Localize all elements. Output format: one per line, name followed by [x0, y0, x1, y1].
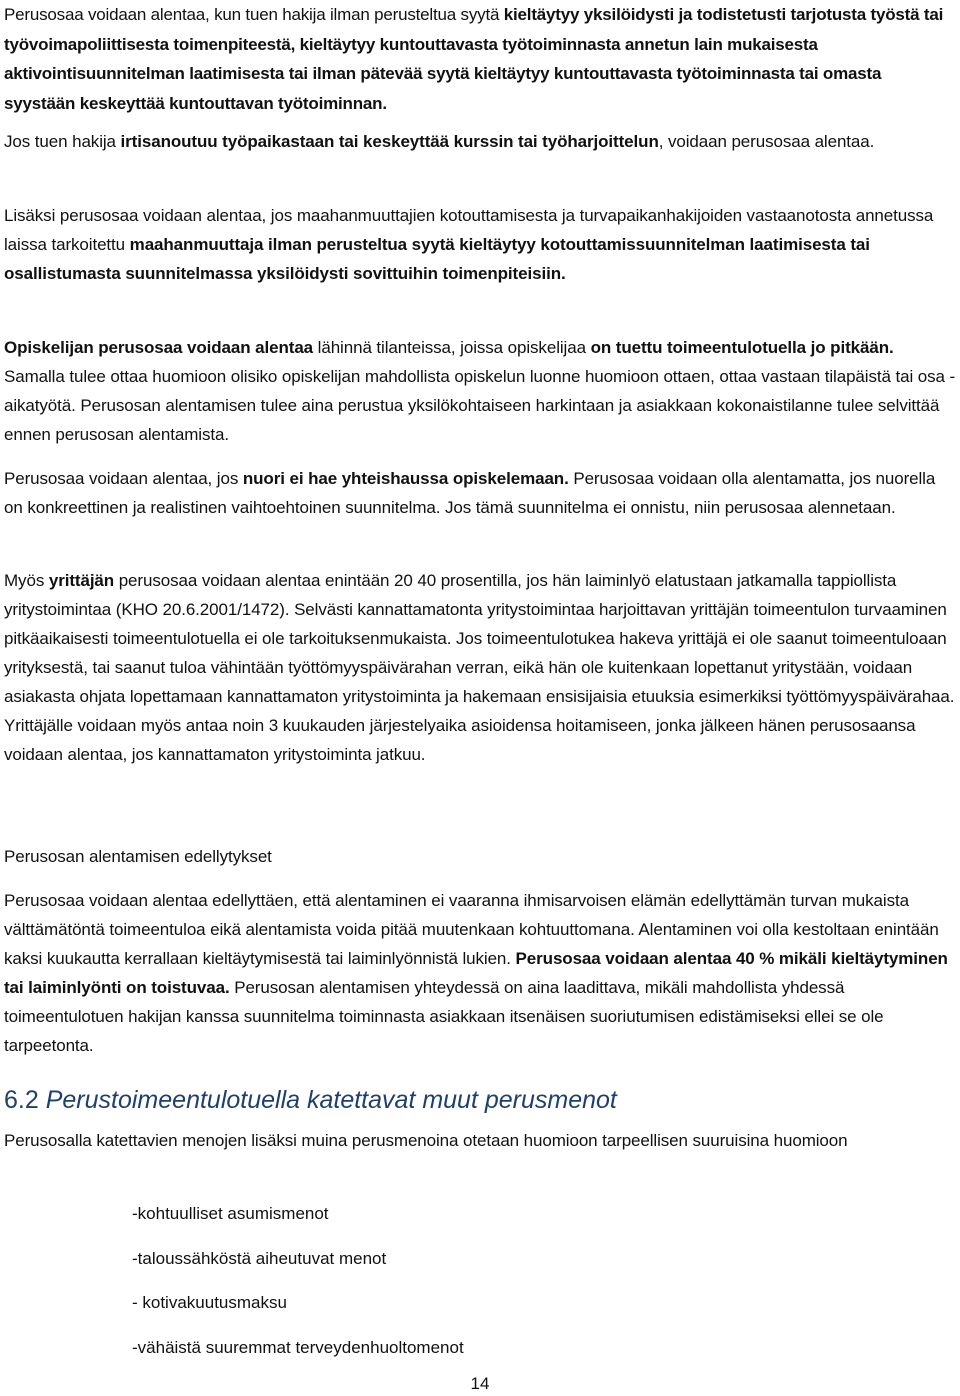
- section-title: Perustoimeentulotuella katettavat muut perusmenot: [45, 1086, 617, 1114]
- paragraph-youth: [4, 464, 956, 522]
- list-item: - kotivakuutusmaksu: [132, 1293, 287, 1312]
- bold-text-span: kieltäytyy yksilöidysti ja todistetusti tarjotusta työstä tai työvoimapoliittisesta toimenpiteestä, kieltäytyy kuntouttavasta työtoiminnasta annetun lain mukaisesta aktivointisuunnitelman laatimisesta tai ilman pätevää syytä kieltäytyy kuntouttavasta työtoiminnasta tai omasta syystään keskeyttää kuntouttavan työtoiminnan.: [4, 5, 944, 113]
- text-span: Perusosaa voidaan alentaa edellyttäen, että alentaminen ei vaaranna ihmisarvoisen elämän edellyttämän turvan mukaista välttämätöntä toimeentuloa eikä alentamista voida pitää muutenkaan kohtuuttomana. Alentaminen voi olla kestoltaan enintään kaksi kuukautta kerrallaan kieltäytymisestä tai laiminlyönnistä lukien.: [4, 891, 939, 968]
- section-number: 6.2: [4, 1086, 39, 1114]
- paragraph-student: [4, 333, 956, 449]
- bold-text-span: Opiskelijan perusosaa voidaan alentaa: [4, 338, 314, 357]
- section-heading: [4, 1082, 617, 1118]
- paragraph-conditions-title: [4, 842, 956, 871]
- paragraph-conditions: [4, 886, 956, 1060]
- text-span: Lisäksi perusosaa voidaan alentaa, jos maahanmuuttajien kotouttamisesta ja turvapaikanhakijoiden vastaanotosta annetussa laissa tarkoitettu: [4, 206, 934, 254]
- list-item: -vähäistä suuremmat terveydenhuoltomenot: [132, 1337, 464, 1357]
- text-span: Perusosaa voidaan alentaa, kun tuen hakija ilman perusteltua syytä: [4, 5, 500, 24]
- bold-text-span: maahanmuuttaja ilman perusteltua syytä kieltäytyy kotouttamissuunnitelman laatimisesta tai osallistumasta suunnitelmassa yksilöidysti sovittuihin toimenpiteisiin.: [4, 235, 870, 283]
- page-number: 14: [470, 1374, 490, 1393]
- list-item: -taloussähköstä aiheutuvat menot: [132, 1248, 387, 1268]
- text-span: , voidaan perusosaa alentaa.: [658, 132, 875, 151]
- bold-text-span: on tuettu toimeentulotuella jo pitkään.: [590, 338, 894, 357]
- paragraph-entrepreneur: [4, 566, 956, 769]
- paragraph-refusal: [4, 0, 956, 118]
- text-span: Perusosalla katettavien menojen lisäksi muina perusmenoina otetaan huomioon tarpeellisen suuruisina huomioon: [4, 1131, 848, 1150]
- text-span: Perusosan alentamisen yhteydessä on aina laadittava, mikäli mahdollista yhdessä toimeentulotuen hakijan kanssa suunnitelma toiminnasta asiakkaan itsenäisen suoriutumisen edistämiseksi ellei se ole tarpeetonta.: [4, 978, 884, 1055]
- bold-text-span: Perusosaa voidaan alentaa 40 % mikäli kieltäytyminen tai laiminlyönti on toistuvaa.: [4, 949, 948, 997]
- text-span: lähinnä tilanteissa, joissa opiskelijaa: [317, 338, 586, 357]
- text-span: Perusosaa voidaan alentaa, jos: [4, 469, 239, 488]
- text-span: perusosaa voidaan alentaa enintään 20 40 prosentilla, jos hän laiminlyö elatustaan jatkamalla tappiollista yritystoimintaa (KHO 20.6.2001/1472). Selvästi kannattamatonta yritystoimintaa harjoittavan yrittäjän toimeentulon turvaaminen pitkäaikaisesti toimeentulotuella ei ole tarkoituksenmukaista. Jos toimeentulotukea hakeva yrittäjä ei ole saanut toimeentuloaan yrityksestä, tai saanut tuloa vähintään työttömyyspäivärahan verran, eikä hän ole kuitenkaan lopettanut yritystään, voidaan asiakasta ohjata lopettamaan kannattamaton yritystoiminta ja hakemaan ensisijaisia etuuksia esimerkiksi työttömyyspäivärahaa. Yrittäjälle voidaan myös antaa noin 3 kuukauden järjestelyaika asioidensa hoitamiseen, jonka jälkeen hänen perusosaansa voidaan alentaa, jos kannattamaton yritystoiminta jatkuu.: [4, 571, 955, 764]
- expense-list: [132, 1199, 464, 1377]
- paragraph-immigrant: [4, 201, 956, 288]
- bold-text-span: nuori ei hae yhteishaussa opiskelemaan.: [242, 469, 569, 488]
- text-span: Perusosaa voidaan olla alentamatta, jos nuorella on konkreettinen ja realistinen vaihtoehtoinen suunnitelma. Jos tämä suunnitelma ei onnistu, niin perusosaa alennetaan.: [4, 469, 936, 517]
- list-item: -kohtuulliset asumismenot: [132, 1204, 329, 1223]
- text-span: Samalla tulee ottaa huomioon olisiko opiskelijan mahdollista opiskelun luonne huomioon ottaen, ottaa vastaan tilapäistä tai osa -aikatyötä. Perusosan alentamisen tulee aina perustua yksilökohtaiseen harkintaan ja asiakkaan kokonaistilanne tulee selvittää ennen perusosan alentamista.: [4, 367, 956, 444]
- text-span: Myös: [4, 571, 45, 590]
- text-span: Jos tuen hakija: [4, 132, 116, 151]
- bold-text-span: irtisanoutuu työpaikastaan tai keskeyttää kurssin tai työharjoittelun: [120, 132, 659, 151]
- paragraph-resignation: [4, 127, 956, 156]
- bold-text-span: yrittäjän: [48, 571, 115, 590]
- text-span: Perusosan alentamisen edellytykset: [4, 847, 272, 866]
- paragraph-other-expenses: [4, 1126, 956, 1155]
